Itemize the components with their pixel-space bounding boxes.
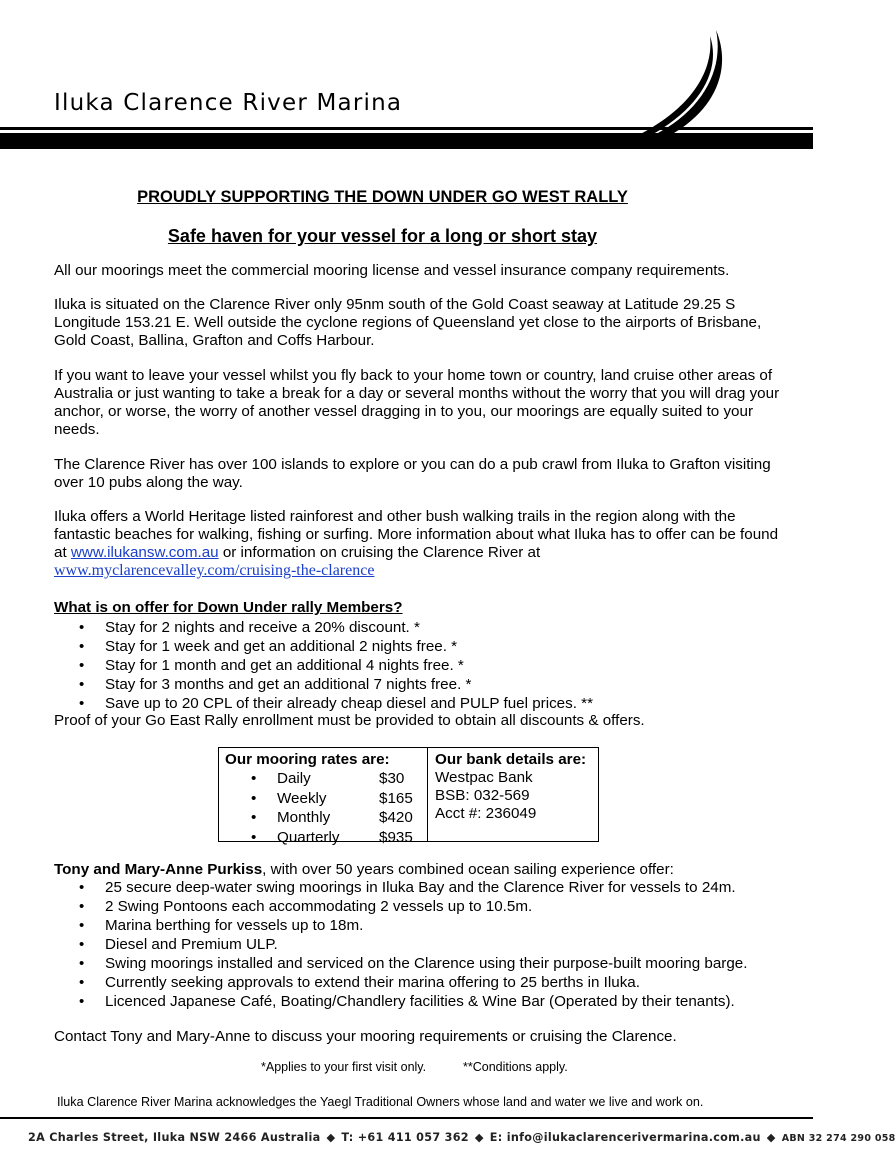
owners-intro: [54, 861, 784, 879]
diamond-separator-icon: ◆: [474, 1131, 484, 1144]
rate-price: $420: [379, 809, 413, 826]
service-item: • 2 Swing Pontoons each accommodating 2 vessels up to 10.5m.: [54, 897, 784, 916]
bank-bsb: BSB: 032-569: [435, 787, 530, 804]
diamond-separator-icon: ◆: [766, 1131, 776, 1144]
table-divider: [427, 748, 428, 841]
offer-list: [54, 618, 784, 713]
paragraph-islands: The Clarence River has over 100 islands to explore or you can do a pub crawl from Iluka to Grafton visiting over 10 pubs along the way.: [54, 456, 771, 491]
paragraph-heritage: [54, 508, 784, 580]
offer-item: • Stay for 1 week and get an additional 2 nights free. *: [54, 637, 784, 656]
services-list: [54, 878, 784, 1011]
heritage-text-cont: or information on cruising the Clarence River at: [218, 544, 541, 561]
offer-item: • Stay for 1 month and get an additional 4 nights free. *: [54, 656, 784, 675]
footnote-conditions: **Conditions apply.: [463, 1060, 568, 1074]
owners-intro-text: , with over 50 years combined ocean sailing experience offer:: [262, 861, 674, 878]
owner-names: Tony and Mary-Anne Purkiss: [54, 861, 263, 878]
rate-name: Daily: [277, 770, 311, 787]
bank-account: Acct #: 236049: [435, 805, 537, 822]
proof-note: Proof of your Go East Rally enrollment must be provided to obtain all discounts & offers.: [54, 712, 645, 729]
footer-email[interactable]: E: info@ilukaclarencerivermarina.com.au: [489, 1131, 761, 1144]
service-item: • Licenced Japanese Café, Boating/Chandlery facilities & Wine Bar (Operated by their tenants).: [54, 992, 784, 1011]
rate-name: Quarterly: [277, 828, 340, 846]
service-item: • Diesel and Premium ULP.: [54, 935, 784, 954]
rates-bank-table: [218, 747, 599, 846]
rate-name: Monthly: [277, 809, 331, 826]
rate-price: $165: [379, 789, 413, 807]
bank-details: [435, 750, 595, 823]
mooring-rates-heading: Our mooring rates are:: [225, 751, 390, 768]
safe-haven-heading: Safe haven for your vessel for a long or short stay: [167, 226, 598, 246]
bank-name: Westpac Bank: [435, 769, 533, 786]
diamond-separator-icon: ◆: [326, 1131, 336, 1144]
header-rule-thick: [0, 133, 813, 149]
contact-line: Contact Tony and Mary-Anne to discuss your mooring requirements or cruising the Clarence.: [54, 1028, 677, 1045]
rate-price: $30: [379, 770, 405, 787]
offer-item: • Stay for 3 months and get an additional 7 nights free. *: [54, 675, 784, 694]
rate-price: $935: [379, 828, 413, 846]
rate-row: • Daily $30: [251, 770, 405, 787]
rate-name: Weekly: [277, 789, 327, 807]
footer-address: 2A Charles Street, Iluka NSW 2466 Australia: [28, 1131, 321, 1144]
footer-rule: [0, 1117, 813, 1119]
bank-details-heading: Our bank details are:: [435, 751, 587, 768]
rate-row: • Monthly $420: [251, 809, 413, 826]
mooring-rates: [225, 750, 425, 847]
offer-item: • Save up to 20 CPL of their already cheap diesel and PULP fuel prices. **: [54, 694, 784, 713]
marina-logo-title: Iluka Clarence River Marina: [54, 90, 403, 116]
footer-contact-bar: [28, 1131, 896, 1144]
ilukansw-link[interactable]: www.ilukansw.com.au: [70, 544, 219, 561]
rate-row: • Quarterly $935: [251, 828, 413, 846]
paragraph-moorings: All our moorings meet the commercial mooring license and vessel insurance company requirements.: [54, 262, 730, 279]
sail-logo-icon: [598, 28, 728, 138]
footer-abn: ABN 32 274 290 058: [781, 1133, 896, 1144]
rate-row: • Weekly $165: [251, 789, 413, 807]
header-rule-thin: [0, 127, 813, 130]
offer-heading: What is on offer for Down Under rally Members?: [54, 599, 403, 616]
service-item: • 25 secure deep-water swing moorings in Iluka Bay and the Clarence River for vessels to 24m.: [54, 878, 784, 897]
acknowledgement: Iluka Clarence River Marina acknowledges the Yaegl Traditional Owners whose land and water we live and work on.: [57, 1095, 704, 1109]
clarence-cruising-link[interactable]: www.myclarencevalley.com/cruising-the-clarence: [54, 562, 375, 579]
heritage-text: Iluka offers a World Heritage listed rainforest and other bush walking trails in the region along with the fantastic beaches for walking, fishing or surfing. More information about what Iluka has to offer can be found at: [54, 508, 779, 561]
service-item: • Swing moorings installed and serviced on the Clarence using their purpose-built mooring barge.: [54, 954, 784, 973]
footer-phone[interactable]: T: +61 411 057 362: [341, 1131, 469, 1144]
paragraph-location: Iluka is situated on the Clarence River only 95nm south of the Gold Coast seaway at Latitude 29.25 S Longitude 153.21 E. Well outside the cyclone regions of Queensland yet close to the airports of Brisbane, Gold Coast, Ballina, Grafton and Coffs Harbour.: [54, 296, 762, 349]
service-item: • Marina berthing for vessels up to 18m.: [54, 916, 784, 935]
footnote-first-visit: *Applies to your first visit only.: [261, 1060, 427, 1074]
offer-item: • Stay for 2 nights and receive a 20% discount. *: [54, 618, 784, 637]
paragraph-leave-vessel: If you want to leave your vessel whilst you fly back to your home town or country, land cruise other areas of Australia or just wanting to take a break for a day or several months without the worry that you will drag your anchor, or worse, the worry of another vessel dragging in to you, our moorings are equally suited to your needs.: [54, 367, 780, 438]
rally-heading: PROUDLY SUPPORTING THE DOWN UNDER GO WEST RALLY: [137, 188, 628, 206]
service-item: • Currently seeking approvals to extend their marina offering to 25 berths in Iluka.: [54, 973, 784, 992]
